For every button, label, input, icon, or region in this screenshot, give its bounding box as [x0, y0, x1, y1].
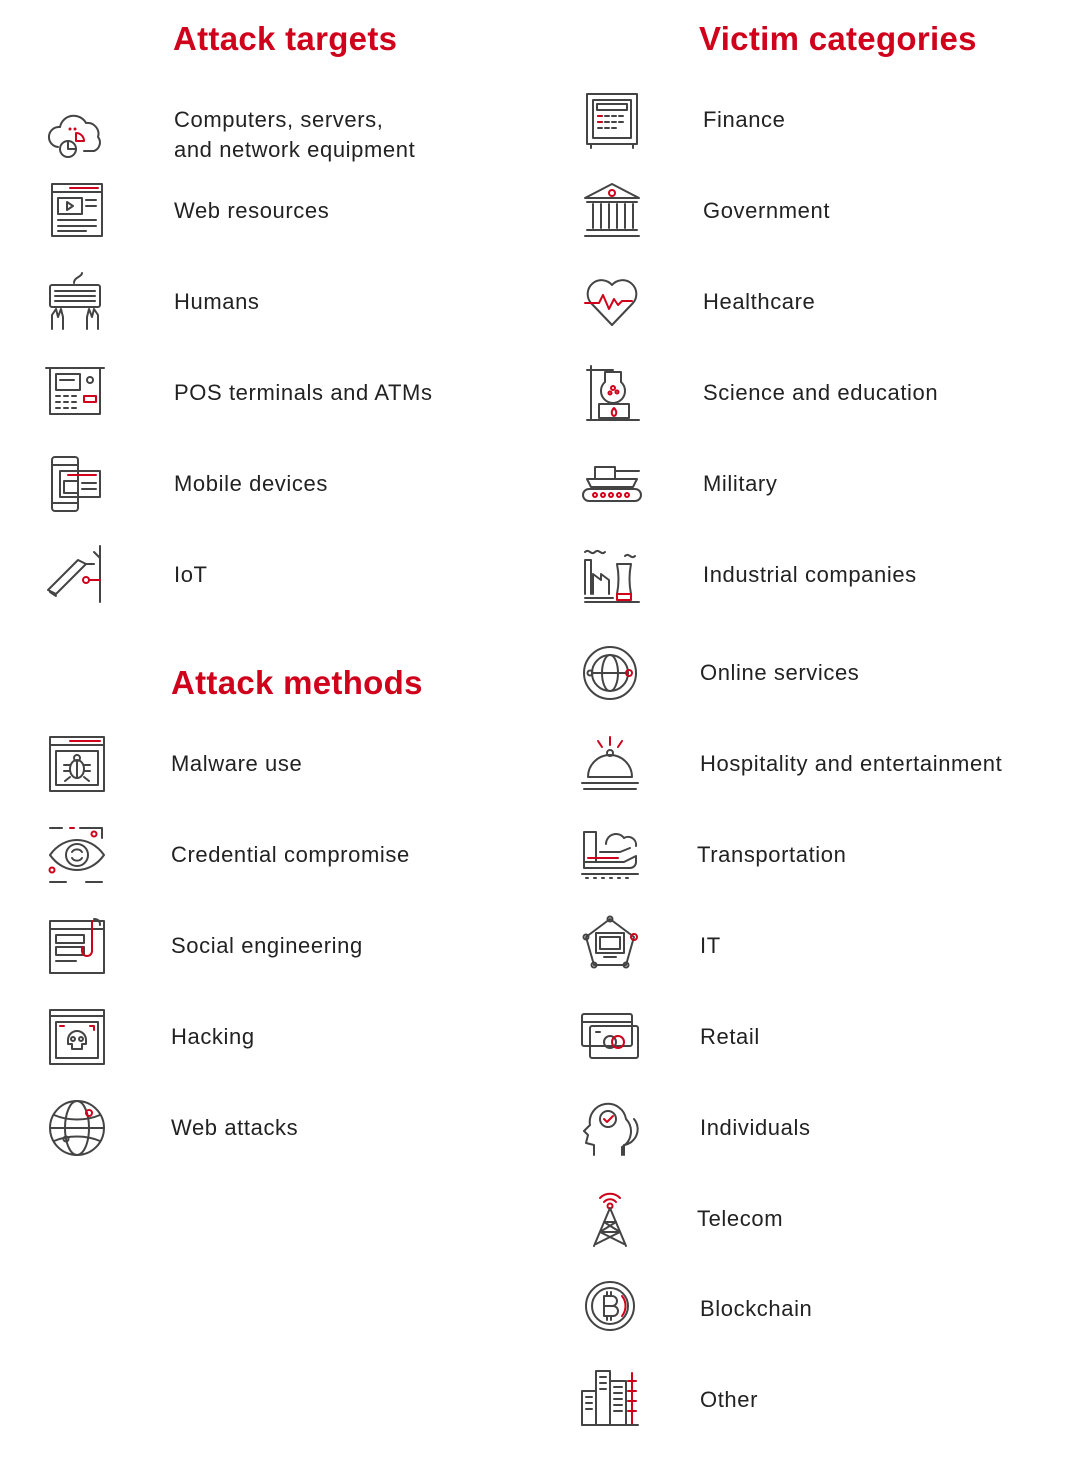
- victim-label-retail: Retail: [700, 1024, 760, 1049]
- victim-categories-heading: Victim categories: [699, 20, 977, 57]
- human-head-icon: [580, 1097, 642, 1159]
- cloud-network-icon: [44, 105, 106, 167]
- globe-icon: [46, 1097, 108, 1159]
- mobile-device-icon: [46, 453, 108, 515]
- web-page-icon: [46, 180, 108, 242]
- flask-icon: [583, 362, 645, 424]
- victim-label-hospitality: Hospitality and entertainment: [700, 751, 1003, 776]
- target-label-pos: POS terminals and ATMs: [174, 380, 433, 405]
- victim-label-healthcare: Healthcare: [703, 289, 816, 314]
- bitcoin-icon: [580, 1276, 642, 1338]
- computer-network-icon: [580, 915, 642, 977]
- skull-screen-icon: [46, 1006, 108, 1068]
- heart-pulse-icon: [581, 271, 643, 333]
- iot-device-icon: [44, 544, 106, 606]
- target-label-computers: Computers, servers, and network equipment: [174, 107, 416, 162]
- tank-icon: [581, 453, 643, 515]
- keyboard-hands-icon: [44, 271, 106, 333]
- globe-network-icon: [580, 642, 642, 704]
- buildings-icon: [580, 1367, 642, 1429]
- victim-label-blockchain: Blockchain: [700, 1296, 813, 1321]
- victim-label-science: Science and education: [703, 380, 939, 405]
- method-label-credential: Credential compromise: [171, 842, 410, 867]
- victim-label-government: Government: [703, 198, 831, 223]
- victim-label-industrial: Industrial companies: [703, 562, 917, 587]
- malware-bug-icon: [46, 733, 108, 795]
- method-label-social: Social engineering: [171, 933, 363, 958]
- method-label-malware: Malware use: [171, 751, 303, 776]
- method-label-hacking: Hacking: [171, 1024, 255, 1049]
- target-label-mobile: Mobile devices: [174, 471, 328, 496]
- train-icon: [580, 824, 642, 886]
- attack-methods-heading: Attack methods: [171, 664, 423, 701]
- attack-targets-heading: Attack targets: [173, 20, 398, 57]
- atm-icon: [44, 362, 106, 424]
- victim-label-telecom: Telecom: [697, 1206, 784, 1231]
- factory-icon: [581, 544, 643, 606]
- government-building-icon: [581, 180, 643, 242]
- victim-label-other: Other: [700, 1387, 759, 1412]
- method-label-web-attacks: Web attacks: [171, 1115, 299, 1140]
- victim-label-it: IT: [700, 933, 721, 958]
- payment-card-icon: [580, 1006, 642, 1068]
- target-label-humans: Humans: [174, 289, 260, 314]
- victim-label-individuals: Individuals: [700, 1115, 811, 1140]
- victim-label-finance: Finance: [703, 107, 786, 132]
- victim-label-military: Military: [703, 471, 778, 496]
- target-label-web-resources: Web resources: [174, 198, 330, 223]
- safe-icon: [583, 90, 645, 152]
- radio-tower-icon: [580, 1188, 642, 1250]
- service-bell-icon: [580, 733, 642, 795]
- eye-credential-icon: [46, 824, 108, 886]
- target-label-iot: IoT: [174, 562, 208, 587]
- victim-label-transportation: Transportation: [697, 842, 847, 867]
- victim-label-online: Online services: [700, 660, 860, 685]
- phishing-hook-icon: [46, 915, 108, 977]
